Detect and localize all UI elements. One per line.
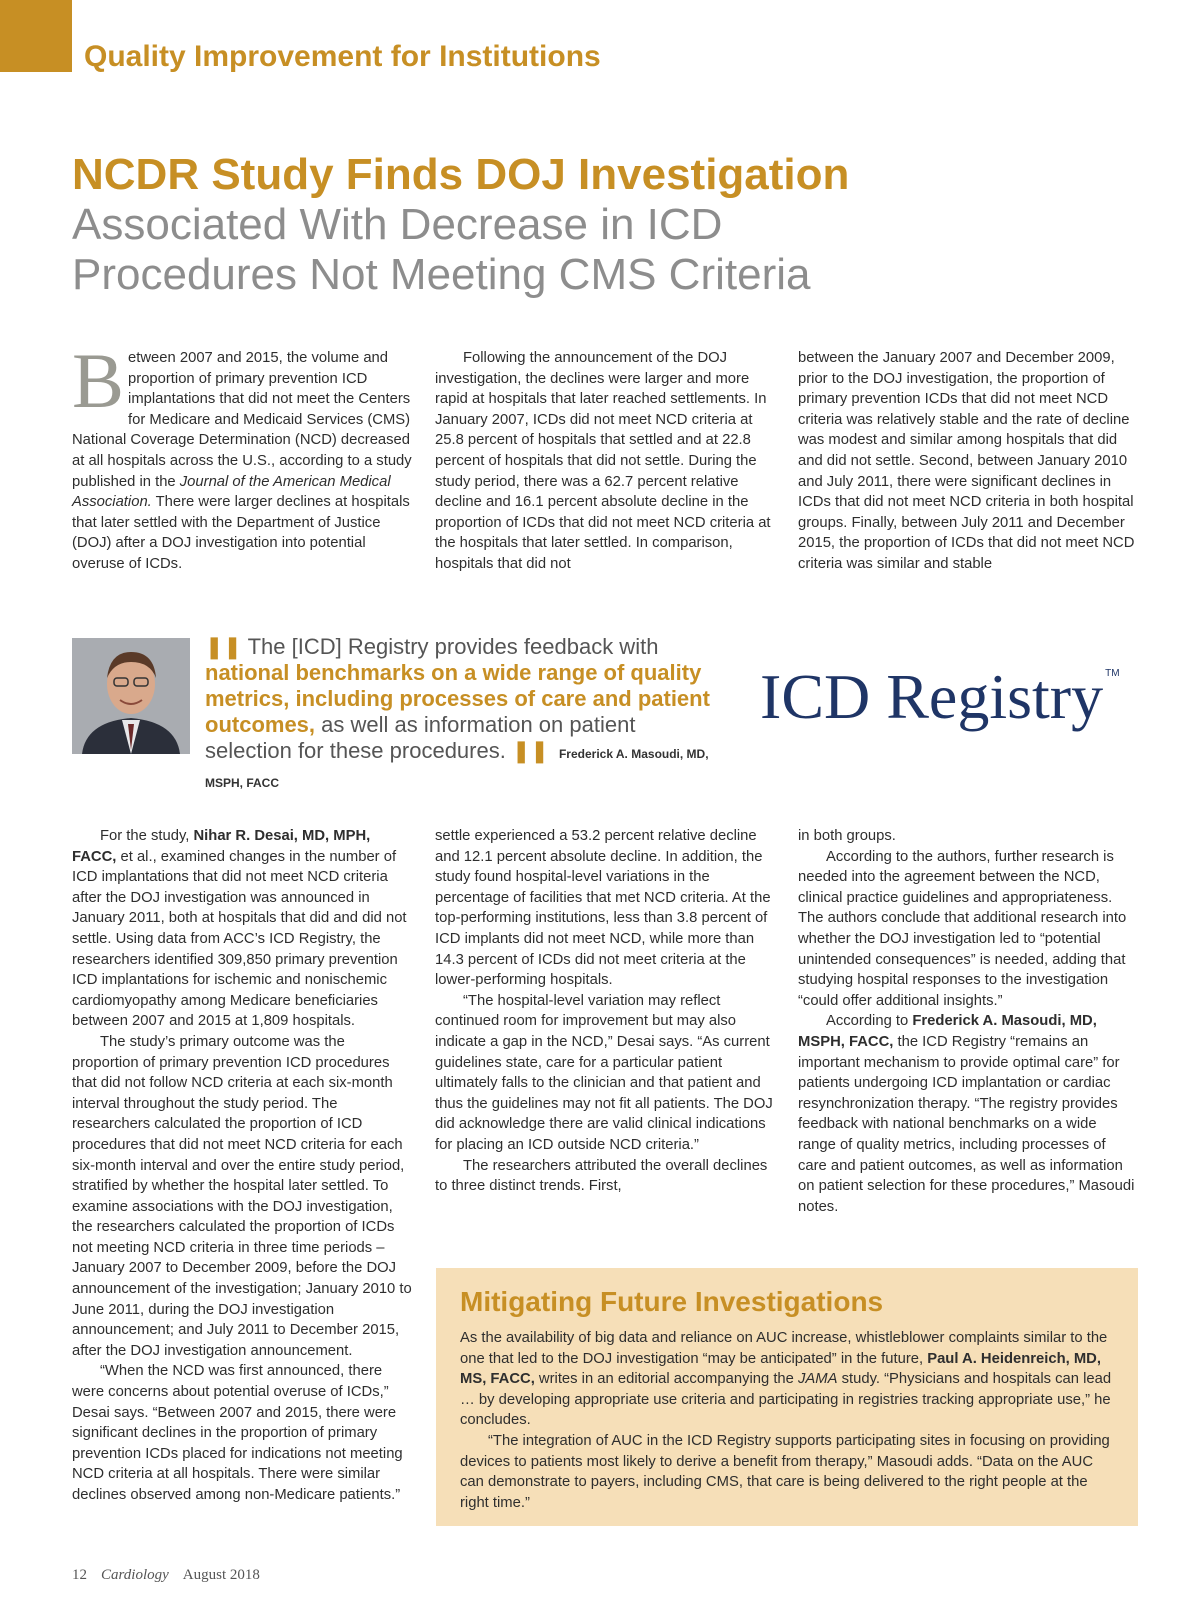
body-column-1 <box>72 826 412 1506</box>
pull-quote <box>205 634 725 796</box>
headline-line-3: Procedures Not Meeting CMS Criteria <box>72 250 811 299</box>
intro-text-b: There were larger declines at hospitals that later settled with the Department of Justice (DOJ) after a DOJ investigation into potential overuse of ICDs. <box>72 494 410 572</box>
intro-column-1 <box>72 337 412 575</box>
body-col3-p3-a: According to <box>826 1013 913 1030</box>
body-col1-p1-b: et al., examined changes in the number of ICD implantations that did not meet NCD criteria after the DOJ investigation was announced in January 2011, both at hospitals that did and did not settle. Using data from ACC’s ICD Registry, the researchers identified 309,850 primary prevention ICD implantations for ischemic and nonischemic cardiomyopathy among Medicare beneficiaries between 2007 and 2015 at 1,809 hospitals. <box>72 848 407 1030</box>
pull-quote-attribution: Frederick A. Masoudi, MD, MSPH, FACC <box>205 747 709 790</box>
journal-name: Journal of the American Medical Association. <box>72 473 391 511</box>
intro-col3-paragraph: between the January 2007 and December 2009, prior to the DOJ investigation, the proportion of primary prevention ICDs that did not meet NCD criteria was relatively stable and the rate of decline was modest and similar among hospitals that did and did not settle. Second, between January 2010 and July 2011, there were significant declines in ICDs that did not meet NCD criteria in both hospital groups. Finally, between July 2011 and December 2015, the proportion of ICDs that did not meet NCD criteria was similar and stable <box>798 350 1135 572</box>
pull-quote-text-b: as well as information on patient selection for these procedures. <box>205 712 636 763</box>
body-col3-p2: According to the authors, further research is needed into the agreement between the NCD, clinical practice guidelines and appropriateness. The authors conclude that additional research into whether the DOJ investigation led to “potential unintended consequences” is needed, adding that studying hospital responses to the investigation “could offer additional insights.” <box>798 848 1127 1009</box>
body-col3-p1: in both groups. <box>798 828 896 844</box>
body-col1-p3: “When the NCD was first announced, there were concerns about potential overuse of ICDs,” Desai says. “Between 2007 and 2015, there were significant declines in the proportion of primary prevention ICDs placed for indications not meeting NCD criteria at all hospitals. There were similar declines observed among non-Medicare patients.” <box>72 1363 403 1503</box>
icd-registry-logo <box>760 660 1120 734</box>
intro-col2-paragraph: Following the announcement of the DOJ investigation, the declines were larger and more rapid at hospitals that later reached settlements. In January 2007, ICDs did not meet NCD criteria at 25.8 percent of hospitals that settled and at 22.8 percent of hospitals that did not settle. During the study period, there was a 62.7 percent relative decline and 16.1 percent absolute decline in the proportion of ICDs that did not meet NCD criteria at the hospitals that later settled. In comparison, hospitals that did not <box>435 350 771 572</box>
trademark-symbol: TM <box>1105 668 1120 679</box>
body-column-2 <box>435 826 775 1197</box>
researcher-name: Nihar R. Desai, MD, MPH, FACC, <box>72 828 371 865</box>
body-col2-p2: “The hospital-level variation may reflect continued room for improvement but may also indicate a gap in the NCD,” Desai says. “As current guidelines state, care for a particular patient ultimately falls to the clinician and that patient and thus the guidelines may not fit all patients. The DOJ did acknowledge there are valid clinical indications for placing an ICD outside NCD criteria.” <box>435 992 773 1153</box>
sidebar-title: Mitigating Future Investigations <box>460 1286 884 1317</box>
issue-date: August 2018 <box>182 1567 260 1583</box>
body-col3-p3-b: the ICD Registry “remains an important mechanism to provide optimal care” for patients undergoing ICD implantation or cardiac resynchronization therapy. “The registry provides feedback with national benchmarks on a wide range of quality metrics, including processes of care and patient outcomes, as well as information on patient selection for these procedures,” Masoudi notes. <box>798 1033 1135 1215</box>
masoudi-name: Frederick A. Masoudi, MD, MSPH, FACC, <box>798 1013 1097 1050</box>
page-number: 12 <box>72 1567 87 1583</box>
headline-line-2: Associated With Decrease in ICD <box>72 200 723 249</box>
body-col1-p1-a: For the study, <box>100 828 194 844</box>
sidebar-body <box>460 1328 1114 1513</box>
article-headline <box>72 150 1072 300</box>
open-quote-mark: ❚❚ <box>205 634 242 659</box>
pull-quote-text-a: The [ICD] Registry provides feedback with <box>247 634 659 659</box>
jama-name: JAMA <box>798 1371 838 1388</box>
author-photo <box>72 638 190 754</box>
sidebar-p2: “The integration of AUC in the ICD Registry supports participating sites in focusing on providing devices to patients most likely to derive a benefit from therapy,” Masoudi adds. “Data on the AUC can demonstrate to payers, including CMS, that care is being delivered to the right people at the right time.” <box>460 1432 1110 1511</box>
sidebar-p1-b: writes in an editorial accompanying the <box>534 1371 799 1388</box>
headline-line-1: NCDR Study Finds DOJ Investigation <box>72 150 850 199</box>
section-title: Quality Improvement for Institutions <box>84 40 601 73</box>
drop-cap: B <box>72 337 125 424</box>
pull-quote-highlight: national benchmarks on a wide range of quality metrics, including processes of care and patient outcomes, <box>205 660 710 737</box>
heidenreich-name: Paul A. Heidenreich, MD, MS, FACC, <box>460 1350 1101 1388</box>
body-column-3 <box>798 826 1138 1217</box>
section-color-tab <box>0 0 72 72</box>
close-quote-mark: ❚❚ <box>511 738 549 763</box>
sidebar-p1-a: As the availability of big data and reliance on AUC increase, whistleblower complaints similar to the one that led to the DOJ investigation “may be anticipated” in the future, <box>460 1330 1108 1367</box>
intro-column-3 <box>798 348 1138 575</box>
sidebar-p1-c: study. “Physicians and hospitals can lead … by developing appropriate use criteria and participating in registries tracking appropriate use,” he concludes. <box>460 1371 1112 1429</box>
sidebar-box <box>436 1268 1138 1526</box>
magazine-name: Cardiology <box>101 1567 169 1583</box>
body-col1-p2: The study’s primary outcome was the proportion of primary prevention ICD procedures that did not follow NCD criteria at each six-month interval throughout the study period. The researchers calculated the proportion of ICD procedures that did not meet NCD criteria for each six-month interval and over the entire study period, stratified by whether the hospital later settled. To examine associations with the DOJ investigation, the researchers calculated the proportion of ICDs not meeting NCD criteria in three time periods – January 2007 to December 2009, before the DOJ announcement of the investigation; January 2010 to June 2011, during the DOJ investigation announcement; and July 2011 to December 2015, after the DOJ investigation announcement. <box>72 1033 412 1359</box>
body-col2-p3: The researchers attributed the overall declines to three distinct trends. First, <box>435 1157 768 1195</box>
page-footer <box>72 1567 260 1584</box>
body-col2-p1: settle experienced a 53.2 percent relative decline and 12.1 percent absolute decline. In addition, the study found hospital-level variations in the percentage of facilities that met NCD criteria. At the top-performing institutions, less than 3.8 percent of ICD implants did not meet NCD, while more than 14.3 percent of ICDs did not meet criteria at the lower-performing hospitals. <box>435 828 771 989</box>
intro-text-a: etween 2007 and 2015, the volume and proportion of primary prevention ICD implantations that did not meet the Centers for Medicare and Medicaid Services (CMS) National Coverage Determination (NCD) decreased at all hospitals across the U.S., according to a study published in the <box>72 350 412 490</box>
logo-text: ICD Registry <box>760 661 1104 732</box>
intro-column-2 <box>435 348 775 575</box>
